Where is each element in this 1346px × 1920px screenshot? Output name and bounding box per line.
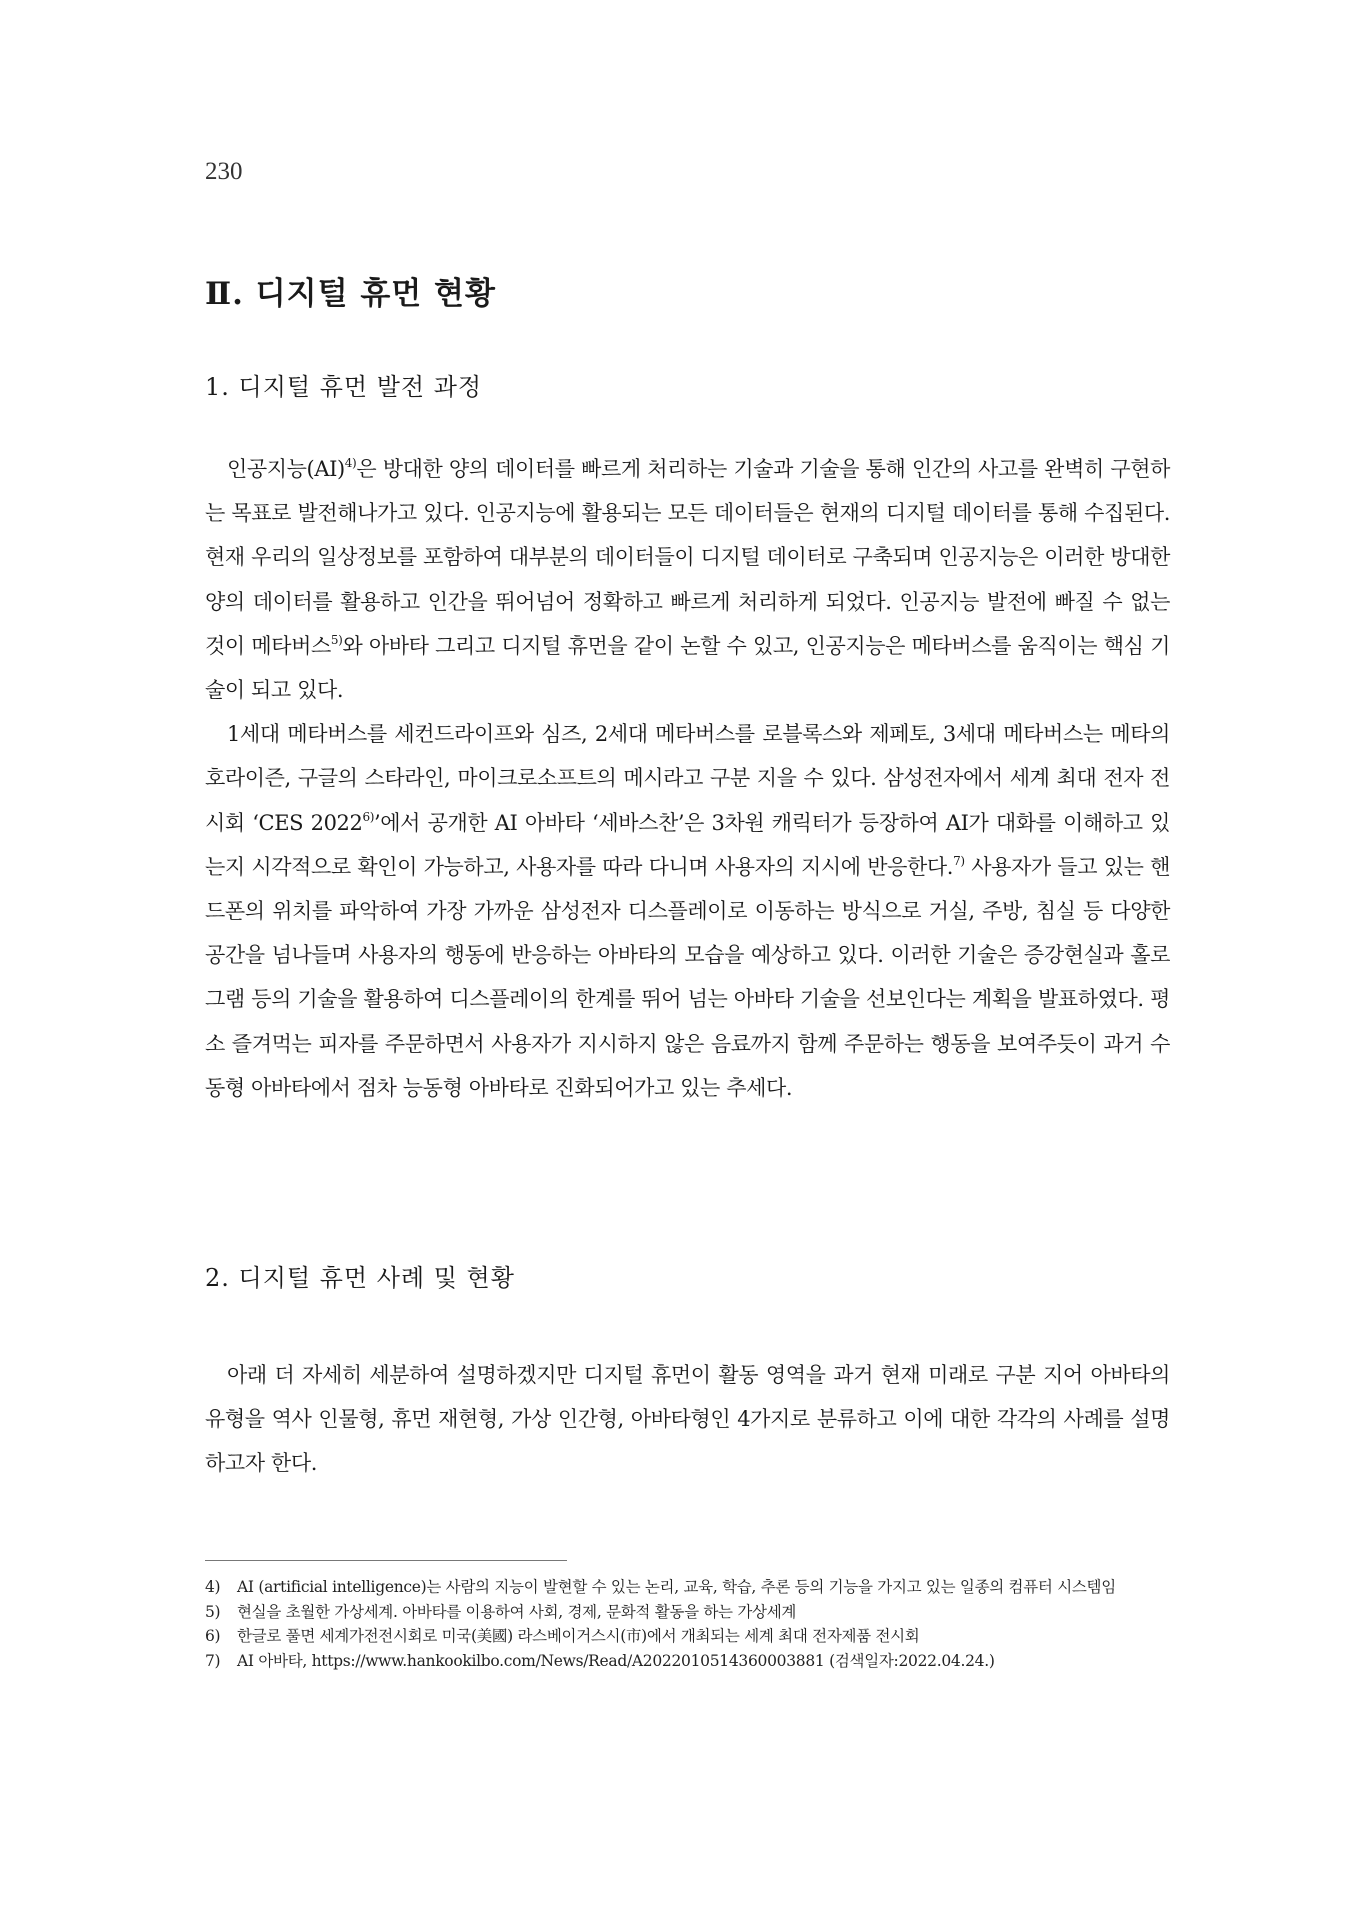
section-body bbox=[205, 447, 1170, 1110]
text-run: 와 아바타 그리고 디지털 휴먼을 같이 논할 수 있고, 인공지능은 메타버스를 움직이는 핵심 기술이 되고 있다. bbox=[205, 633, 1171, 703]
footnote bbox=[205, 1600, 1170, 1625]
footnote-text: 현실을 초월한 가상세계. 아바타를 이용하여 사회, 경제, 문화적 활동을 하는 가상세계 bbox=[237, 1602, 797, 1621]
chapter-title: Ⅱ. 디지털 휴먼 현황 bbox=[205, 276, 496, 312]
text-run: 은 방대한 양의 데이터를 빠르게 처리하는 기술과 기술을 통해 인간의 사고를 완벽히 구현하는 목표로 발전해나가고 있다. 인공지능에 활용되는 모든 데이터들은 현재의 디지털 데이터를 통해 수집된다. 현재 우리의 일상정보를 포함하여 대부분의 데이터들이 디지털 데이터로 구축되며 인공지능은 이러한 방대한 양의 데이터를 활용하고 인간을 뛰어넘어 정확하고 빠르게 처리하게 되었다. 인공지능 발전에 빠질 수 없는 것이 메타버스 bbox=[205, 457, 1170, 658]
footnote-text: AI 아바타, https://www.hankookilbo.com/News/Read/A2022010514360003881 (검색일자:2022.04.24.) bbox=[237, 1651, 995, 1670]
footnote-divider bbox=[205, 1560, 567, 1561]
footnote-number: 4) bbox=[205, 1578, 221, 1596]
footnote-ref[interactable]: 6) bbox=[362, 809, 375, 824]
body-paragraph bbox=[205, 447, 1170, 712]
section-title: 1. 디지털 휴먼 발전 과정 bbox=[205, 373, 483, 401]
section-body bbox=[205, 1353, 1170, 1486]
body-paragraph bbox=[205, 712, 1170, 1110]
text-run: 사용자가 들고 있는 핸드폰의 위치를 파악하여 가장 가까운 삼성전자 디스플레이로 이동하는 방식으로 거실, 주방, 침실 등 다양한 공간을 넘나들며 사용자의 행동에 반응하는 아바타의 모습을 예상하고 있다. 이러한 기술은 증강현실과 홀로그램 등의 기술을 활용하여 디스플레이의 한계를 뛰어 넘는 아바타 기술을 선보인다는 계획을 발표하였다. 평소 즐겨먹는 피자를 주문하면서 사용자가 지시하지 않은 음료까지 함께 주문하는 행동을 보여주듯이 과거 수동형 아바타에서 점차 능동형 아바타로 진화되어가고 있는 추세다. bbox=[205, 854, 1171, 1100]
page-number: 230 bbox=[205, 158, 243, 185]
text-run: ’에서 공개한 AI 아바타 ‘세바스찬’은 3차원 캐릭터가 등장하여 AI가 대화를 이해하고 있는지 시각적으로 확인이 가능하고, 사용자를 따라 다니며 사용자의 지시에 반응한다. bbox=[205, 810, 1170, 879]
footnote-ref[interactable]: 5) bbox=[330, 632, 343, 647]
text-run: 아래 더 자세히 세분하여 설명하겠지만 디지털 휴먼이 활동 영역을 과거 현재 미래로 구분 지어 아바타의 유형을 역사 인물형, 휴먼 재현형, 가상 인간형, 아바타형인 4가지로 분류하고 이에 대한 각각의 사례를 설명하고자 한다. bbox=[205, 1363, 1170, 1476]
footnote-number: 7) bbox=[205, 1651, 221, 1670]
footnote-number: 6) bbox=[205, 1627, 221, 1645]
footnote bbox=[205, 1624, 1170, 1649]
footnote-number: 5) bbox=[205, 1602, 221, 1621]
body-paragraph bbox=[205, 1353, 1170, 1486]
footnotes-list bbox=[205, 1575, 1170, 1673]
document-page bbox=[205, 0, 1170, 1920]
footnote-text: AI (artificial intelligence)는 사람의 지능이 발현할 수 있는 논리, 교육, 학습, 추론 등의 기능을 가지고 있는 일종의 컴퓨터 시스템임 bbox=[237, 1578, 1116, 1596]
footnote bbox=[205, 1575, 1170, 1600]
section-title: 2. 디지털 휴먼 사례 및 현황 bbox=[205, 1264, 515, 1292]
footnote-text: 한글로 풀면 세계가전전시회로 미국(美國) 라스베이거스시(市)에서 개최되는 세계 최대 전자제품 전시회 bbox=[237, 1627, 920, 1645]
footnote bbox=[205, 1649, 1170, 1674]
footnote-ref[interactable]: 7) bbox=[953, 853, 965, 868]
footnote-ref[interactable]: 4) bbox=[344, 456, 357, 470]
text-run: 인공지능(AI) bbox=[227, 457, 345, 481]
text-run: 1세대 메타버스를 세컨드라이프와 심즈, 2세대 메타버스를 로블록스와 제페토, 3세대 메타버스는 메타의 호라이즌, 구글의 스타라인, 마이크로소프트의 메시라고 구분 지을 수 있다. 삼성전자에서 세계 최대 전자 전시회 ‘CES 2022 bbox=[205, 722, 1170, 835]
